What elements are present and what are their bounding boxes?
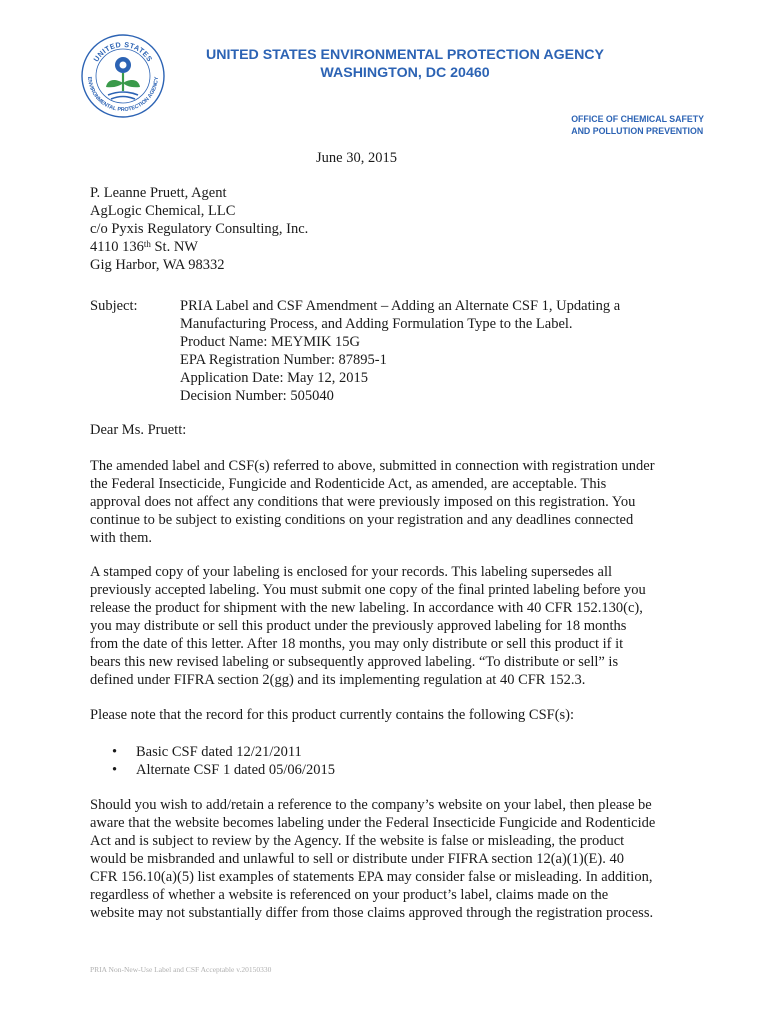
csf-list	[112, 743, 335, 779]
paragraph-line: regardless of whether a website is referenced on your product’s label, claims made on the	[90, 887, 609, 903]
paragraph-line: would be misbranded and unlawful to sell or distribute under FIFRA section 12(a)(1)(E). 40	[90, 851, 624, 867]
bullet-icon: •	[112, 762, 118, 778]
paragraph-line: from the date of this letter. After 18 months, you may only distribute or sell this product if it	[90, 636, 624, 652]
product-name: Product Name: MEYMIK 15G	[180, 334, 361, 350]
list-item	[112, 743, 335, 761]
subject-line-2: Manufacturing Process, and Adding Formulation Type to the Label.	[180, 316, 573, 332]
street-suffix: th	[143, 239, 151, 249]
recipient-address	[90, 184, 308, 274]
list-item	[112, 761, 335, 779]
paragraph-line: Should you wish to add/retain a reference to the company’s website on your label, then please be	[90, 797, 652, 813]
street-rest: St. NW	[150, 239, 198, 255]
paragraph-line: Please note that the record for this product currently contains the following CSF(s):	[90, 707, 575, 723]
subject-body	[180, 297, 700, 405]
application-date: Application Date: May 12, 2015	[180, 370, 369, 386]
agency-heading	[160, 46, 650, 82]
paragraph-line: release the product for shipment with the new labeling. In accordance with 40 CFR 152.130(c),	[90, 600, 643, 616]
csf-item-text: Basic CSF dated 12/21/2011	[136, 744, 302, 760]
recipient-name: P. Leanne Pruett, Agent	[90, 185, 227, 201]
paragraph-line: continue to be subject to existing conditions on your registration and any deadlines connected	[90, 512, 634, 528]
paragraph-line: aware that the website becomes labeling under the Federal Insecticide Fungicide and Rodenticide	[90, 815, 656, 831]
paragraph-line: approval does not affect any conditions that were previously imposed on this registration. You	[90, 494, 636, 510]
paragraph-approval	[90, 457, 690, 547]
epa-seal-icon	[80, 33, 166, 119]
recipient-city: Gig Harbor, WA 98332	[90, 257, 225, 273]
bullet-icon: •	[112, 744, 118, 760]
office-heading	[571, 114, 704, 137]
decision-number: Decision Number: 505040	[180, 388, 334, 404]
seal-upper-text: UNITED STATES	[91, 39, 155, 64]
paragraph-line: defined under FIFRA section 2(gg) and its implementing regulation at 40 CFR 152.3.	[90, 672, 586, 688]
paragraph-line: you may distribute or sell this product under the previously approved labeling for 18 months	[90, 618, 627, 634]
registration-number: EPA Registration Number: 87895-1	[180, 352, 387, 368]
recipient-care-of: c/o Pyxis Regulatory Consulting, Inc.	[90, 221, 309, 237]
agency-name: UNITED STATES ENVIRONMENTAL PROTECTION AGENCY	[205, 47, 605, 63]
letter-date: June 30, 2015	[316, 150, 397, 166]
paragraph-line: previously accepted labeling. You must submit one copy of the final printed labeling before you	[90, 582, 646, 598]
office-line-2: AND POLLUTION PREVENTION	[571, 125, 704, 136]
paragraph-labeling	[90, 563, 690, 689]
paragraph-line: website may not substantially differ from those claims approved through the registration process.	[90, 905, 654, 921]
salutation: Dear Ms. Pruett:	[90, 422, 187, 438]
paragraph-line: CFR 156.10(a)(5) list examples of statements EPA may consider false or misleading. In addition,	[90, 869, 653, 885]
recipient-company: AgLogic Chemical, LLC	[90, 203, 236, 219]
paragraph-line: with them.	[90, 530, 153, 546]
page-footer: PRIA Non-New-Use Label and CSF Acceptable v.20150330	[90, 965, 272, 974]
recipient-street	[90, 238, 308, 256]
seal-lower-text: ENVIRONMENTAL PROTECTION AGENCY	[85, 76, 161, 114]
paragraph-website	[90, 796, 690, 922]
street-number: 4110 136	[90, 239, 144, 255]
paragraph-line: The amended label and CSF(s) referred to above, submitted in connection with registration under	[90, 458, 655, 474]
paragraph-line: bears this new revised labeling or subsequently approved labeling. “To distribute or sell” is	[90, 654, 619, 670]
office-line-1: OFFICE OF CHEMICAL SAFETY	[571, 114, 704, 124]
paragraph-line: A stamped copy of your labeling is enclosed for your records. This labeling supersedes all	[90, 564, 613, 580]
paragraph-line: the Federal Insecticide, Fungicide and Rodenticide Act, as amended, are acceptable. This	[90, 476, 607, 492]
paragraph-line: Act and is subject to review by the Agency. If the website is false or misleading, the product	[90, 833, 625, 849]
paragraph-csf-note	[90, 706, 690, 724]
csf-item-text: Alternate CSF 1 dated 05/06/2015	[136, 762, 335, 778]
agency-location: WASHINGTON, DC 20460	[320, 65, 490, 81]
subject-label: Subject:	[90, 298, 138, 314]
subject-line-1: PRIA Label and CSF Amendment – Adding an Alternate CSF 1, Updating a	[180, 298, 621, 314]
